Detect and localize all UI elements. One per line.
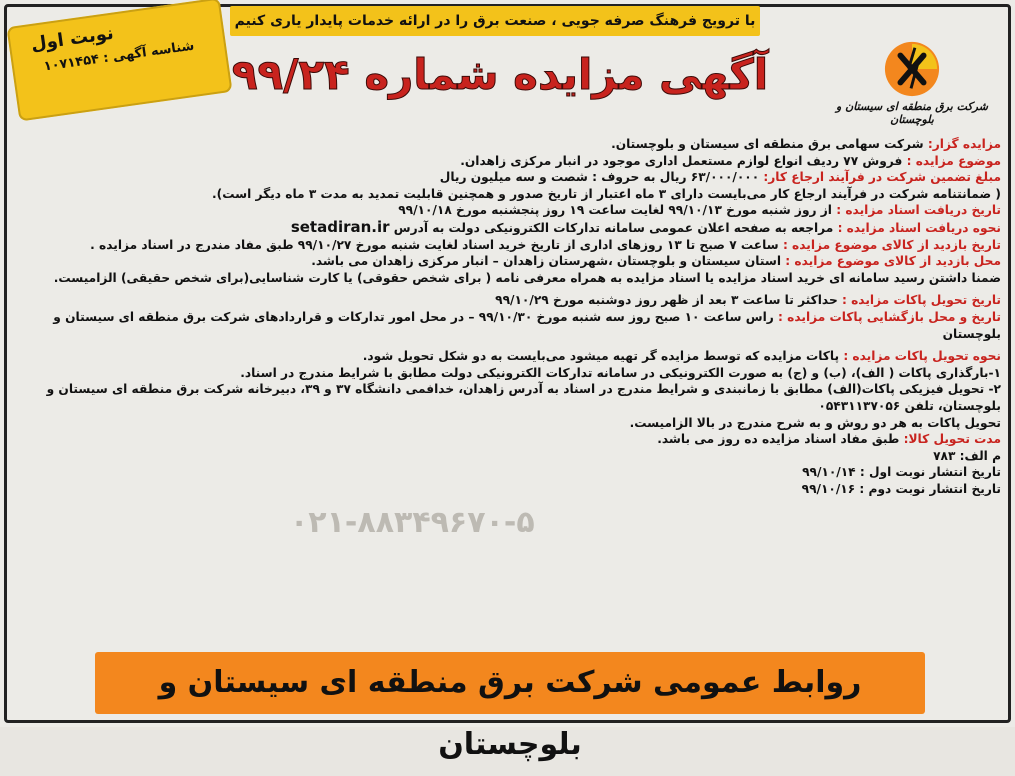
badge-round-label: نوبت اول (29, 22, 115, 56)
ad-body (14, 136, 1001, 646)
setadiran-link[interactable]: setadiran.ir (290, 217, 390, 236)
both-methods-required: تحویل پاکات به هر دو روش و به شرح مندرج در بالا الزامیست. (629, 415, 1001, 430)
subject-line: موضوع مزایده : فروش ۷۷ ردیف انواع لوازم مستعمل اداری موجود در انبار مرکزی زاهدان. (460, 153, 1001, 168)
visit-date-line: تاریخ بازدید از کالای موضوع مزایده : ساعت ۷ صبح تا ۱۳ روزهای اداری از تاریخ خرید اسناد لغایت شنبه مورخ ۹۹/۱۰/۲۷ طبق مفاد مندرج در اسناد مزایده . (90, 237, 1001, 252)
electric-company-logo-icon (883, 40, 941, 98)
electronic-upload-line: ۱-بارگذاری پاکات ( الف)، (ب) و (ج) به صورت الکترونیکی در سامانه تدارکات الکترونیکی دولت مطابق با شرایط مندرج در اسناد. (240, 365, 1001, 380)
auctioneer-line: مزایده گزار: شرکت سهامی برق منطقه ای سیستان و بلوچستان. (611, 137, 1001, 151)
reference-number: م الف: ۷۸۳ (933, 448, 1001, 463)
company-logo-text: شرکت برق منطقه ای سیستان و بلوچستان (836, 100, 988, 126)
visit-place-line: محل بازدید از کالای موضوع مزایده : استان سیستان و بلوچستان ،شهرستان زاهدان – انبار مرکزی زاهدان می باشد. (311, 254, 1001, 269)
first-publish-date: تاریخ انتشار نوبت اول : ۹۹/۱۰/۱۴ (802, 465, 1001, 480)
badge-id-value: ۱۰۷۱۴۵۴ (42, 51, 100, 75)
company-logo (827, 40, 997, 125)
delivery-method-line: نحوه تحویل پاکات مزایده : پاکات مزایده که توسط مزایده گر تهیه میشود می‌بایست به دو شکل تحویل شود. (362, 349, 1001, 364)
opening-line: تاریخ و محل بازگشایی پاکات مزایده : راس ساعت ۱۰ صبح روز سه شنبه مورخ ۹۹/۱۰/۳۰ – در محل امور تدارکات و قراردادهای شرکت برق منطقه ای سیستان و بلوچستان (53, 309, 1001, 341)
slogan-banner: با ترویج فرهنگ صرفه جویی ، صنعت برق را در ارائه خدمات پایدار یاری کنیم (230, 6, 760, 36)
doc-receive-method-line: نحوه دریافت اسناد مزایده : مراجعه به صفحه اعلان عمومی سامانه تدارکات الکترونیکی دولت به آدرس setadiran.ir (290, 217, 1001, 236)
delivery-duration-line: مدت تحویل کالا: طبق مفاد اسناد مزایده ده روز می باشد. (657, 432, 1001, 447)
doc-receive-date-line: تاریخ دریافت اسناد مزایده : از روز شنبه مورخ ۹۹/۱۰/۱۳ لغایت ساعت ۱۹ روز پنجشنبه مورخ ۹۹/۱۰/۱۸ (398, 203, 1001, 218)
delivery-date-line: تاریخ تحویل پاکات مزایده : حداکثر تا ساعت ۳ بعد از ظهر روز دوشنبه مورخ ۹۹/۱۰/۲۹ (495, 293, 1001, 308)
badge-id-label: شناسه آگهی : (102, 38, 196, 67)
second-publish-date: تاریخ انتشار نوبت دوم : ۹۹/۱۰/۱۶ (801, 481, 1001, 496)
page-title: آگهی مزایده شماره ۹۹/۲۴ (231, 50, 769, 99)
footer-banner: روابط عمومی شرکت برق منطقه ای سیستان و بلوچستان (95, 652, 925, 714)
receipt-requirement: ضمنا داشتن رسید سامانه ای خرید اسناد مزایده یا اسناد مزایده به همراه معرفی نامه ( برای شخص حقوقی) یا کارت شناسایی(برای شخص حقیقی) الزامیست. (53, 270, 1001, 285)
guarantee-line: مبلغ تضمین شرکت در فرآیند ارجاع کار: ۶۳/۰۰۰/۰۰۰ ریال به حروف : شصت و سه میلیون ریال (439, 170, 1001, 185)
phone-watermark: ۰۲۱-۸۸۳۴۹۶۷۰-۵ (290, 505, 535, 540)
physical-delivery-line: ۲- تحویل فیزیکی پاکات(الف) مطابق با زمانبندی و شرایط مندرج در اسناد به آدرس زاهدان، خدافمی دانشگاه ۳۷ و ۳۹، دبیرخانه شرکت برق منطقه ای سیستان و بلوچستان، تلفن ۰۵۴۳۱۱۳۷۰۵۶ (46, 382, 1001, 413)
guarantee-note: ( ضمانتنامه شرکت در فرآیند ارجاع کار می‌بایست دارای ۳ ماه اعتبار از تاریخ صدور و همچنین قابلیت تمدید به مدت ۳ ماه دیگر است). (212, 186, 1001, 201)
